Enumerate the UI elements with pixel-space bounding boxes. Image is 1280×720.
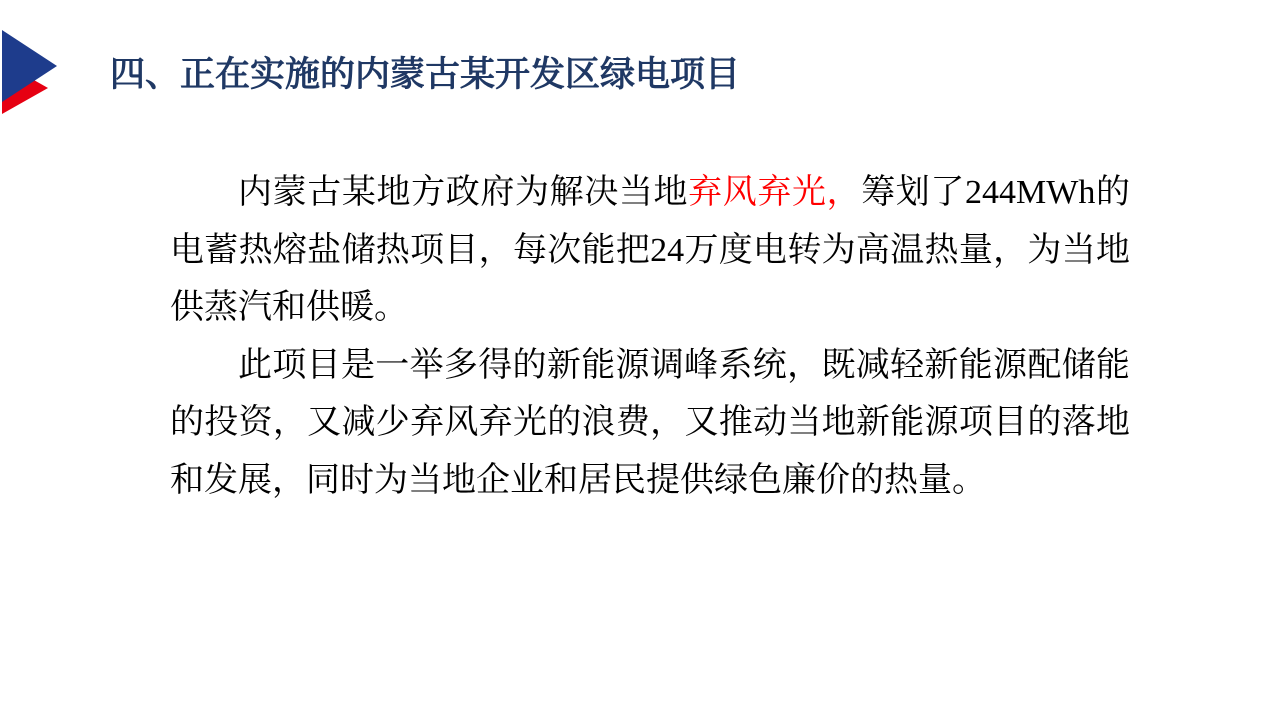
- paragraph-1-before: 内蒙古某地方政府为解决当地: [238, 174, 689, 211]
- highlight-text: 弃风弃光，: [688, 174, 862, 211]
- corner-decoration: [0, 0, 70, 140]
- paragraph-1: [170, 164, 1130, 337]
- slide-title: 四、正在实施的内蒙古某开发区绿电项目: [110, 55, 741, 94]
- paragraph-1-after: 筹划了244MWh的电蓄热熔盐储热项目，每次能把24万度电转为高温热量，为当地供蒸汽和供暖。: [170, 174, 1130, 327]
- paragraph-2: 此项目是一举多得的新能源调峰系统，既减轻新能源配储能的投资，又减少弃风弃光的浪费，又推动当地新能源项目的落地和发展，同时为当地企业和居民提供绿色廉价的热量。: [170, 346, 1130, 499]
- body-text: [170, 164, 1130, 510]
